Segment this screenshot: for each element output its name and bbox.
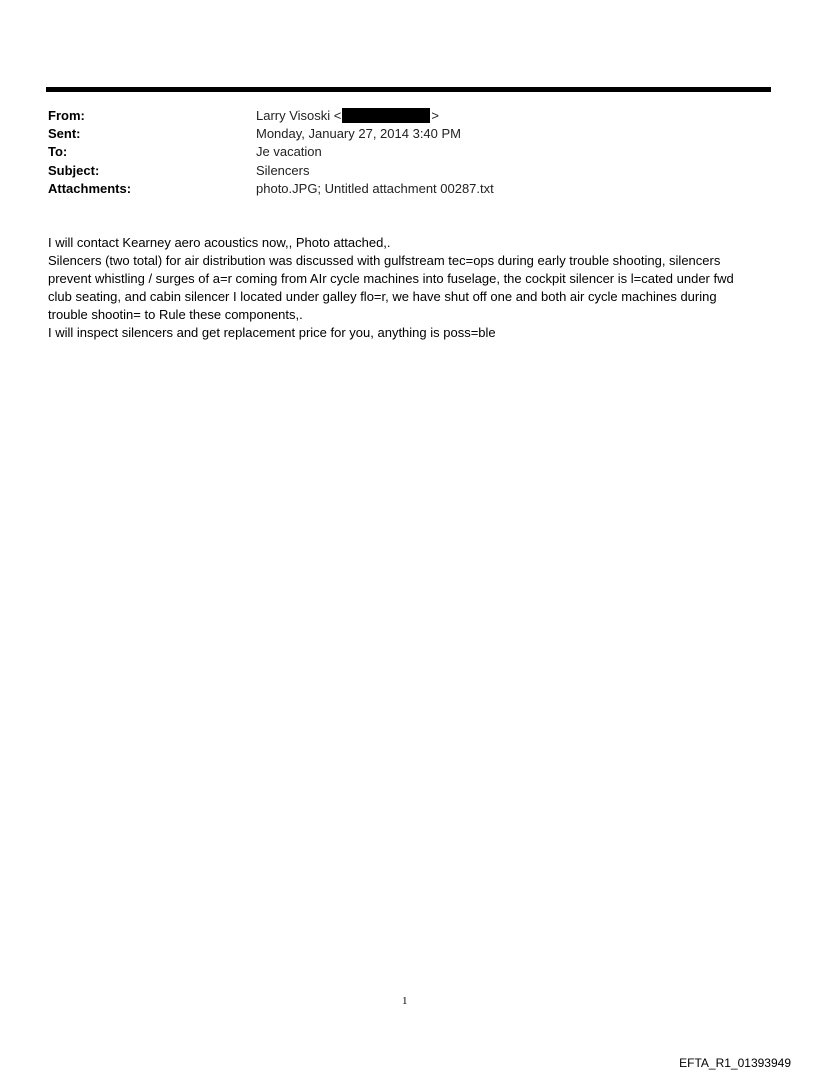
header-divider bbox=[46, 87, 771, 92]
from-label: From: bbox=[48, 108, 85, 123]
email-body bbox=[48, 234, 778, 342]
body-line: I will contact Kearney aero acoustics now,, Photo attached,. bbox=[48, 235, 391, 250]
page-number: 1 bbox=[402, 995, 408, 1007]
from-close-bracket: > bbox=[431, 108, 439, 123]
to-row bbox=[48, 143, 768, 161]
attachments-row bbox=[48, 180, 768, 198]
body-line: prevent whistling / surges of a=r coming from AIr cycle machines into fuselage, the cockpit silencer is l=cated under fwd bbox=[48, 271, 734, 286]
sent-label: Sent: bbox=[48, 126, 81, 142]
to-label: To: bbox=[48, 144, 68, 160]
redacted-email bbox=[342, 108, 430, 123]
sent-value: Monday, January 27, 2014 3:40 PM bbox=[256, 126, 461, 142]
body-line: Silencers (two total) for air distribution was discussed with gulfstream tec=ops during early trouble shooting, silencers bbox=[48, 253, 721, 268]
from-name: Larry Visoski < bbox=[256, 108, 342, 123]
subject-row bbox=[48, 162, 768, 180]
subject-label: Subject: bbox=[48, 162, 100, 178]
to-value: Je vacation bbox=[256, 144, 322, 160]
from-value bbox=[256, 107, 439, 125]
attachments-label: Attachments: bbox=[48, 180, 132, 196]
sent-row bbox=[48, 125, 768, 143]
subject-value: Silencers bbox=[256, 162, 310, 178]
email-header bbox=[48, 107, 768, 198]
body-line: club seating, and cabin silencer I located under galley flo=r, we have shut off one and both air cycle machines during bbox=[48, 289, 717, 304]
body-line: I will inspect silencers and get replacement price for you, anything is poss=ble bbox=[48, 325, 496, 340]
body-line: trouble shootin= to Rule these components,. bbox=[48, 307, 303, 322]
document-id: EFTA_R1_01393949 bbox=[679, 1056, 791, 1070]
from-row bbox=[48, 107, 768, 125]
attachments-value: photo.JPG; Untitled attachment 00287.txt bbox=[256, 180, 494, 196]
